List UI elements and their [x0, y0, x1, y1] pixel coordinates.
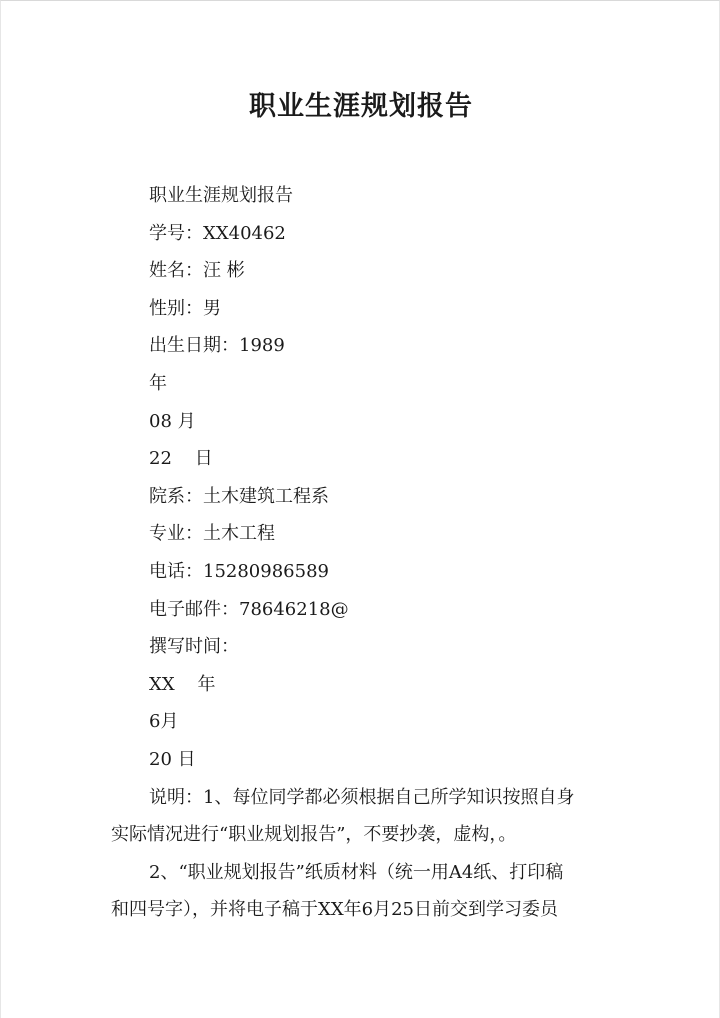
body-line-note-1: 说明：1、每位同学都必须根据自己所学知识按照自身 [149, 786, 575, 808]
body-line-writing-year: XX 年 [149, 673, 216, 695]
body-line-email: 电子邮件：78646218@ [149, 598, 349, 620]
body-line-note-2-cont: 和四号字），并将电子稿于XX年6月25日前交到学习委员 [111, 899, 558, 921]
body-line-major: 专业：土木工程 [149, 523, 275, 545]
body-line-note-2: 2、“职业规划报告”纸质材料（统一用A4纸、打印稿 [149, 861, 564, 883]
body-line-birth-month: 08 月 [149, 410, 196, 432]
document-title: 职业生涯规划报告 [249, 91, 473, 122]
body-line-writing-time: 撰写时间： [149, 636, 239, 658]
body-line-phone: 电话：15280986589 [149, 560, 329, 582]
document-body [111, 177, 631, 929]
body-line-birth-date: 出生日期：1989 [149, 335, 285, 357]
body-line-birth-day: 22 日 [149, 448, 213, 470]
body-line-birth-year-unit: 年 [149, 372, 167, 394]
body-line-note-1-cont: 实际情况进行“职业规划报告”，不要抄袭，虚构，。 [111, 824, 517, 846]
body-line-name: 姓名：汪 彬 [149, 260, 245, 282]
body-line-writing-month: 6月 [149, 711, 179, 733]
body-line-writing-day: 20 日 [149, 748, 196, 770]
body-line-gender: 性别：男 [149, 297, 221, 319]
body-line-report-title: 职业生涯规划报告 [149, 185, 293, 206]
body-line-student-id: 学号：XX40462 [149, 222, 286, 244]
body-line-department: 院系：土木建筑工程系 [149, 485, 329, 507]
